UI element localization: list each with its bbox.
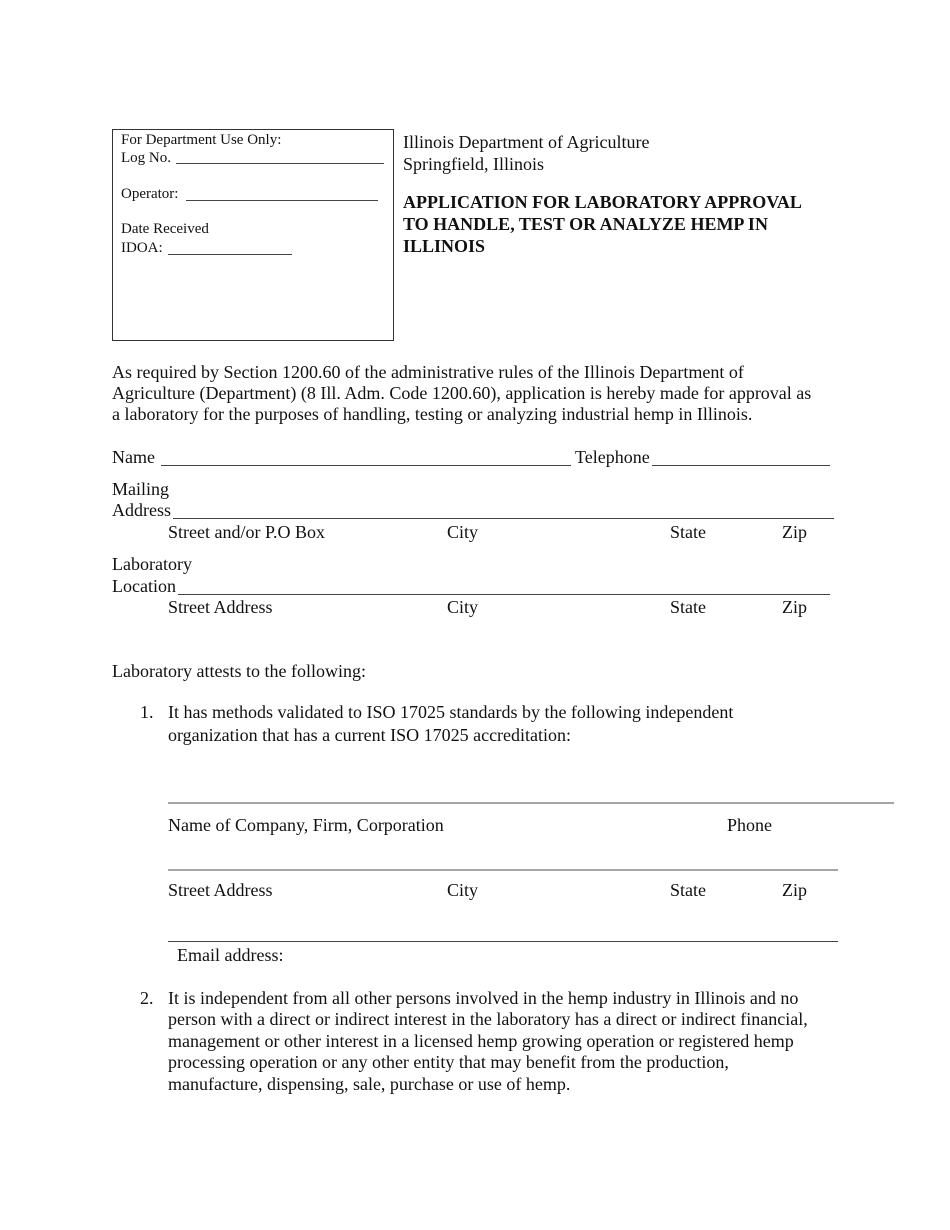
mailing-city-caption: City [447,522,479,542]
mailing-zip-caption: Zip [782,522,807,542]
item-2-line: person with a direct or indirect interest in the laboratory has a direct or indirect financial, [168,1009,808,1029]
form-title-line-1: APPLICATION FOR LABORATORY APPROVAL [403,192,802,212]
intro-line: a laboratory for the purposes of handling, testing or analyzing industrial hemp in Illinois. [112,404,753,424]
name-label: Name [112,447,155,467]
item-2-number: 2. [140,988,154,1008]
item-2-line: processing operation or any other entity that may benefit from the production, [168,1052,729,1072]
log-no-field[interactable] [176,149,384,164]
item-2-line: manufacture, dispensing, sale, purchase or use of hemp. [168,1074,571,1094]
mailing-label: Mailing [112,479,169,499]
lab-state-caption: State [670,597,706,617]
mailing-state-caption: State [670,522,706,542]
mailing-street-caption: Street and/or P.O Box [168,522,325,542]
attest-heading: Laboratory attests to the following: [112,661,366,681]
email-field[interactable] [168,941,838,942]
name-field[interactable] [161,446,571,466]
org-zip-caption: Zip [782,880,807,900]
item-2-line: It is independent from all other persons involved in the hemp industry in Illinois and no [168,988,799,1008]
telephone-field[interactable] [652,446,830,466]
org-city-caption: City [447,880,479,900]
org-state-caption: State [670,880,706,900]
operator-field[interactable] [186,185,378,201]
date-received-label: Date Received [121,221,209,237]
agency-name: Illinois Department of Agriculture [403,132,650,152]
form-title-line-2: TO HANDLE, TEST OR ANALYZE HEMP IN [403,214,768,234]
operator-label: Operator: [121,186,179,202]
phone-caption: Phone [727,815,772,835]
item-1-number: 1. [140,702,154,722]
lab-zip-caption: Zip [782,597,807,617]
org-address-field[interactable] [168,869,838,871]
lab-street-caption: Street Address [168,597,273,617]
item-1-line: It has methods validated to ISO 17025 standards by the following independent [168,702,734,722]
mailing-address-label: Address [112,500,171,520]
dept-use-heading: For Department Use Only: [121,132,282,148]
form-title-line-3: ILLINOIS [403,236,486,256]
idoa-label: IDOA: [121,240,163,256]
lab-location-field[interactable] [178,575,830,595]
telephone-label: Telephone [575,447,650,467]
email-caption: Email address: [177,945,284,965]
laboratory-label: Laboratory [112,554,192,574]
mailing-address-field[interactable] [173,499,834,519]
location-label: Location [112,576,176,596]
lab-city-caption: City [447,597,479,617]
company-field[interactable] [168,802,894,804]
idoa-field[interactable] [168,239,292,255]
intro-line: Agriculture (Department) (8 Ill. Adm. Code 1200.60), application is hereby made for approval as [112,383,812,403]
company-caption: Name of Company, Firm, Corporation [168,815,444,835]
org-street-caption: Street Address [168,880,273,900]
log-no-label: Log No. [121,150,171,166]
agency-city: Springfield, Illinois [403,154,544,174]
item-2-line: management or other interest in a licensed hemp growing operation or registered hemp [168,1031,794,1051]
item-1-line: organization that has a current ISO 17025 accreditation: [168,725,572,745]
intro-line: As required by Section 1200.60 of the administrative rules of the Illinois Department of [112,362,744,382]
